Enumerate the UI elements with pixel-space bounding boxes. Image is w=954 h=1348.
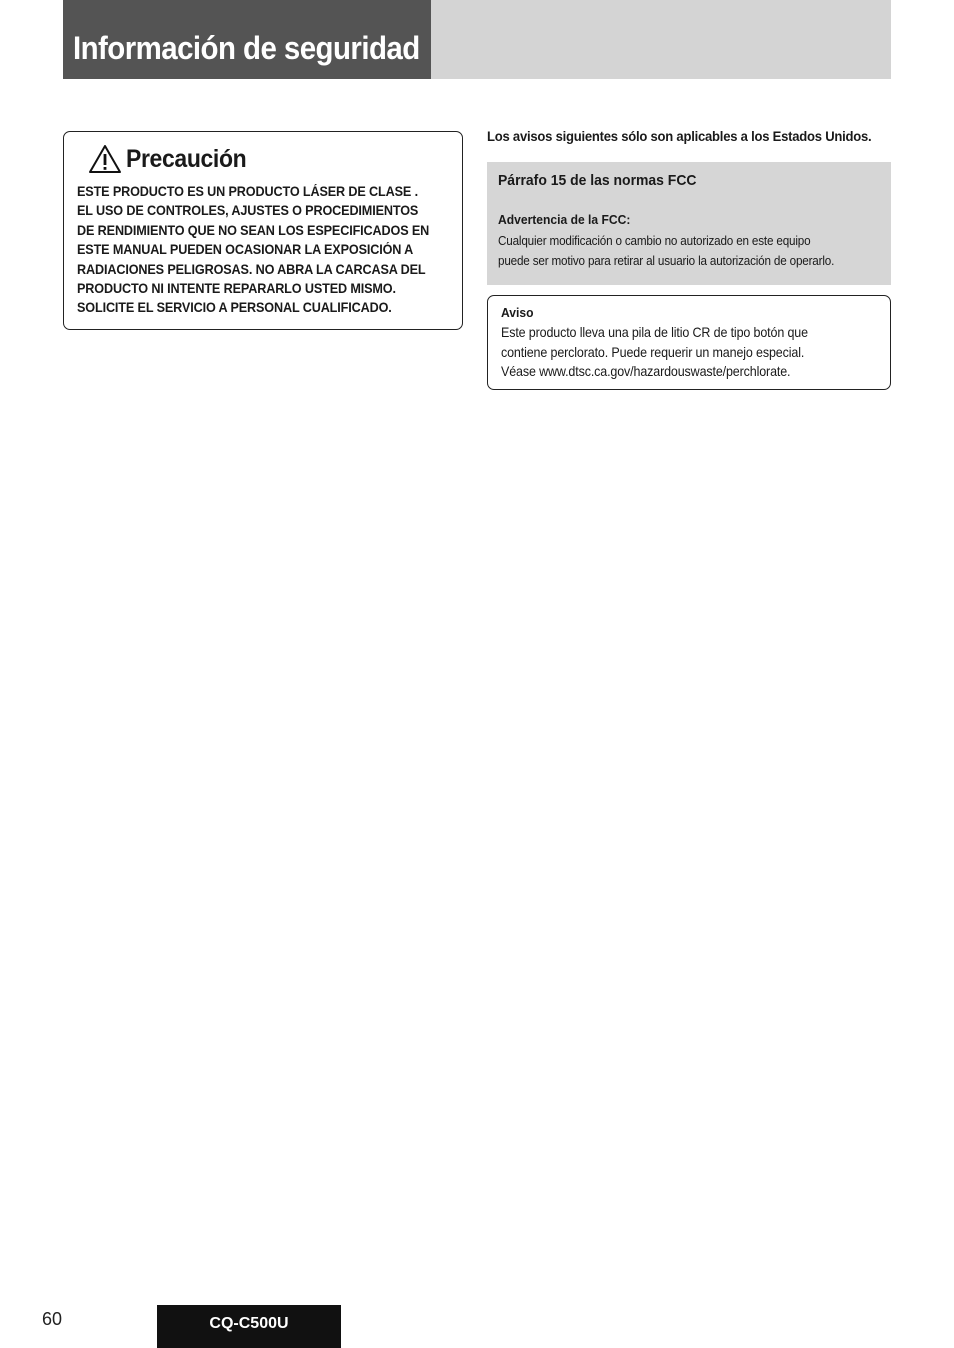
caution-line: RADIACIONES PELIGROSAS. NO ABRA LA CARCASA DEL [77,261,426,277]
fcc-box [487,162,891,285]
caution-heading [88,144,257,174]
caution-line: ESTE PRODUCTO ES UN PRODUCTO LÁSER DE CLASE . [77,184,418,199]
aviso-line: contiene perclorato. Puede requerir un manejo especial. [501,344,805,360]
caution-line: ESTE MANUAL PUEDEN OCASIONAR LA EXPOSICIÓN A [77,242,414,258]
caution-line: DE RENDIMIENTO QUE NO SEAN LOS ESPECIFICADOS EN [77,222,430,238]
header-title-box [63,0,431,79]
model-badge [157,1305,341,1348]
warning-triangle-icon [88,144,122,174]
fcc-line: puede ser motivo para retirar al usuario la autorización de operarlo. [498,253,835,268]
aviso-title: Aviso [501,305,534,320]
aviso-text [501,323,921,382]
us-notice: Los avisos siguientes sólo son aplicables a los Estados Unidos. [487,129,872,145]
fcc-title: Párrafo 15 de las normas FCC [498,172,697,189]
caution-text [77,182,459,318]
caution-line: SOLICITE EL SERVICIO A PERSONAL CUALIFICADO. [77,300,392,316]
fcc-text [498,231,918,271]
aviso-box [487,295,891,390]
model-label: CQ-C500U [209,1314,289,1332]
caution-title: Precaución [126,145,247,173]
page-number: 60 [42,1309,63,1329]
fcc-line: Cualquier modificación o cambio no autorizado en este equipo [498,233,811,248]
caution-line: EL USO DE CONTROLES, AJUSTES O PROCEDIMIENTOS [77,203,419,219]
aviso-line: Véase www.dtsc.ca.gov/hazardouswaste/perchlorate. [501,364,791,380]
aviso-line: Este producto lleva una pila de litio CR de tipo botón que [501,325,808,340]
page-title: Información de seguridad [73,30,420,66]
caution-line: PRODUCTO NI INTENTE REPARARLO USTED MISMO. [77,281,396,297]
fcc-warning-label: Advertencia de la FCC: [498,212,631,227]
caution-box [63,131,463,330]
